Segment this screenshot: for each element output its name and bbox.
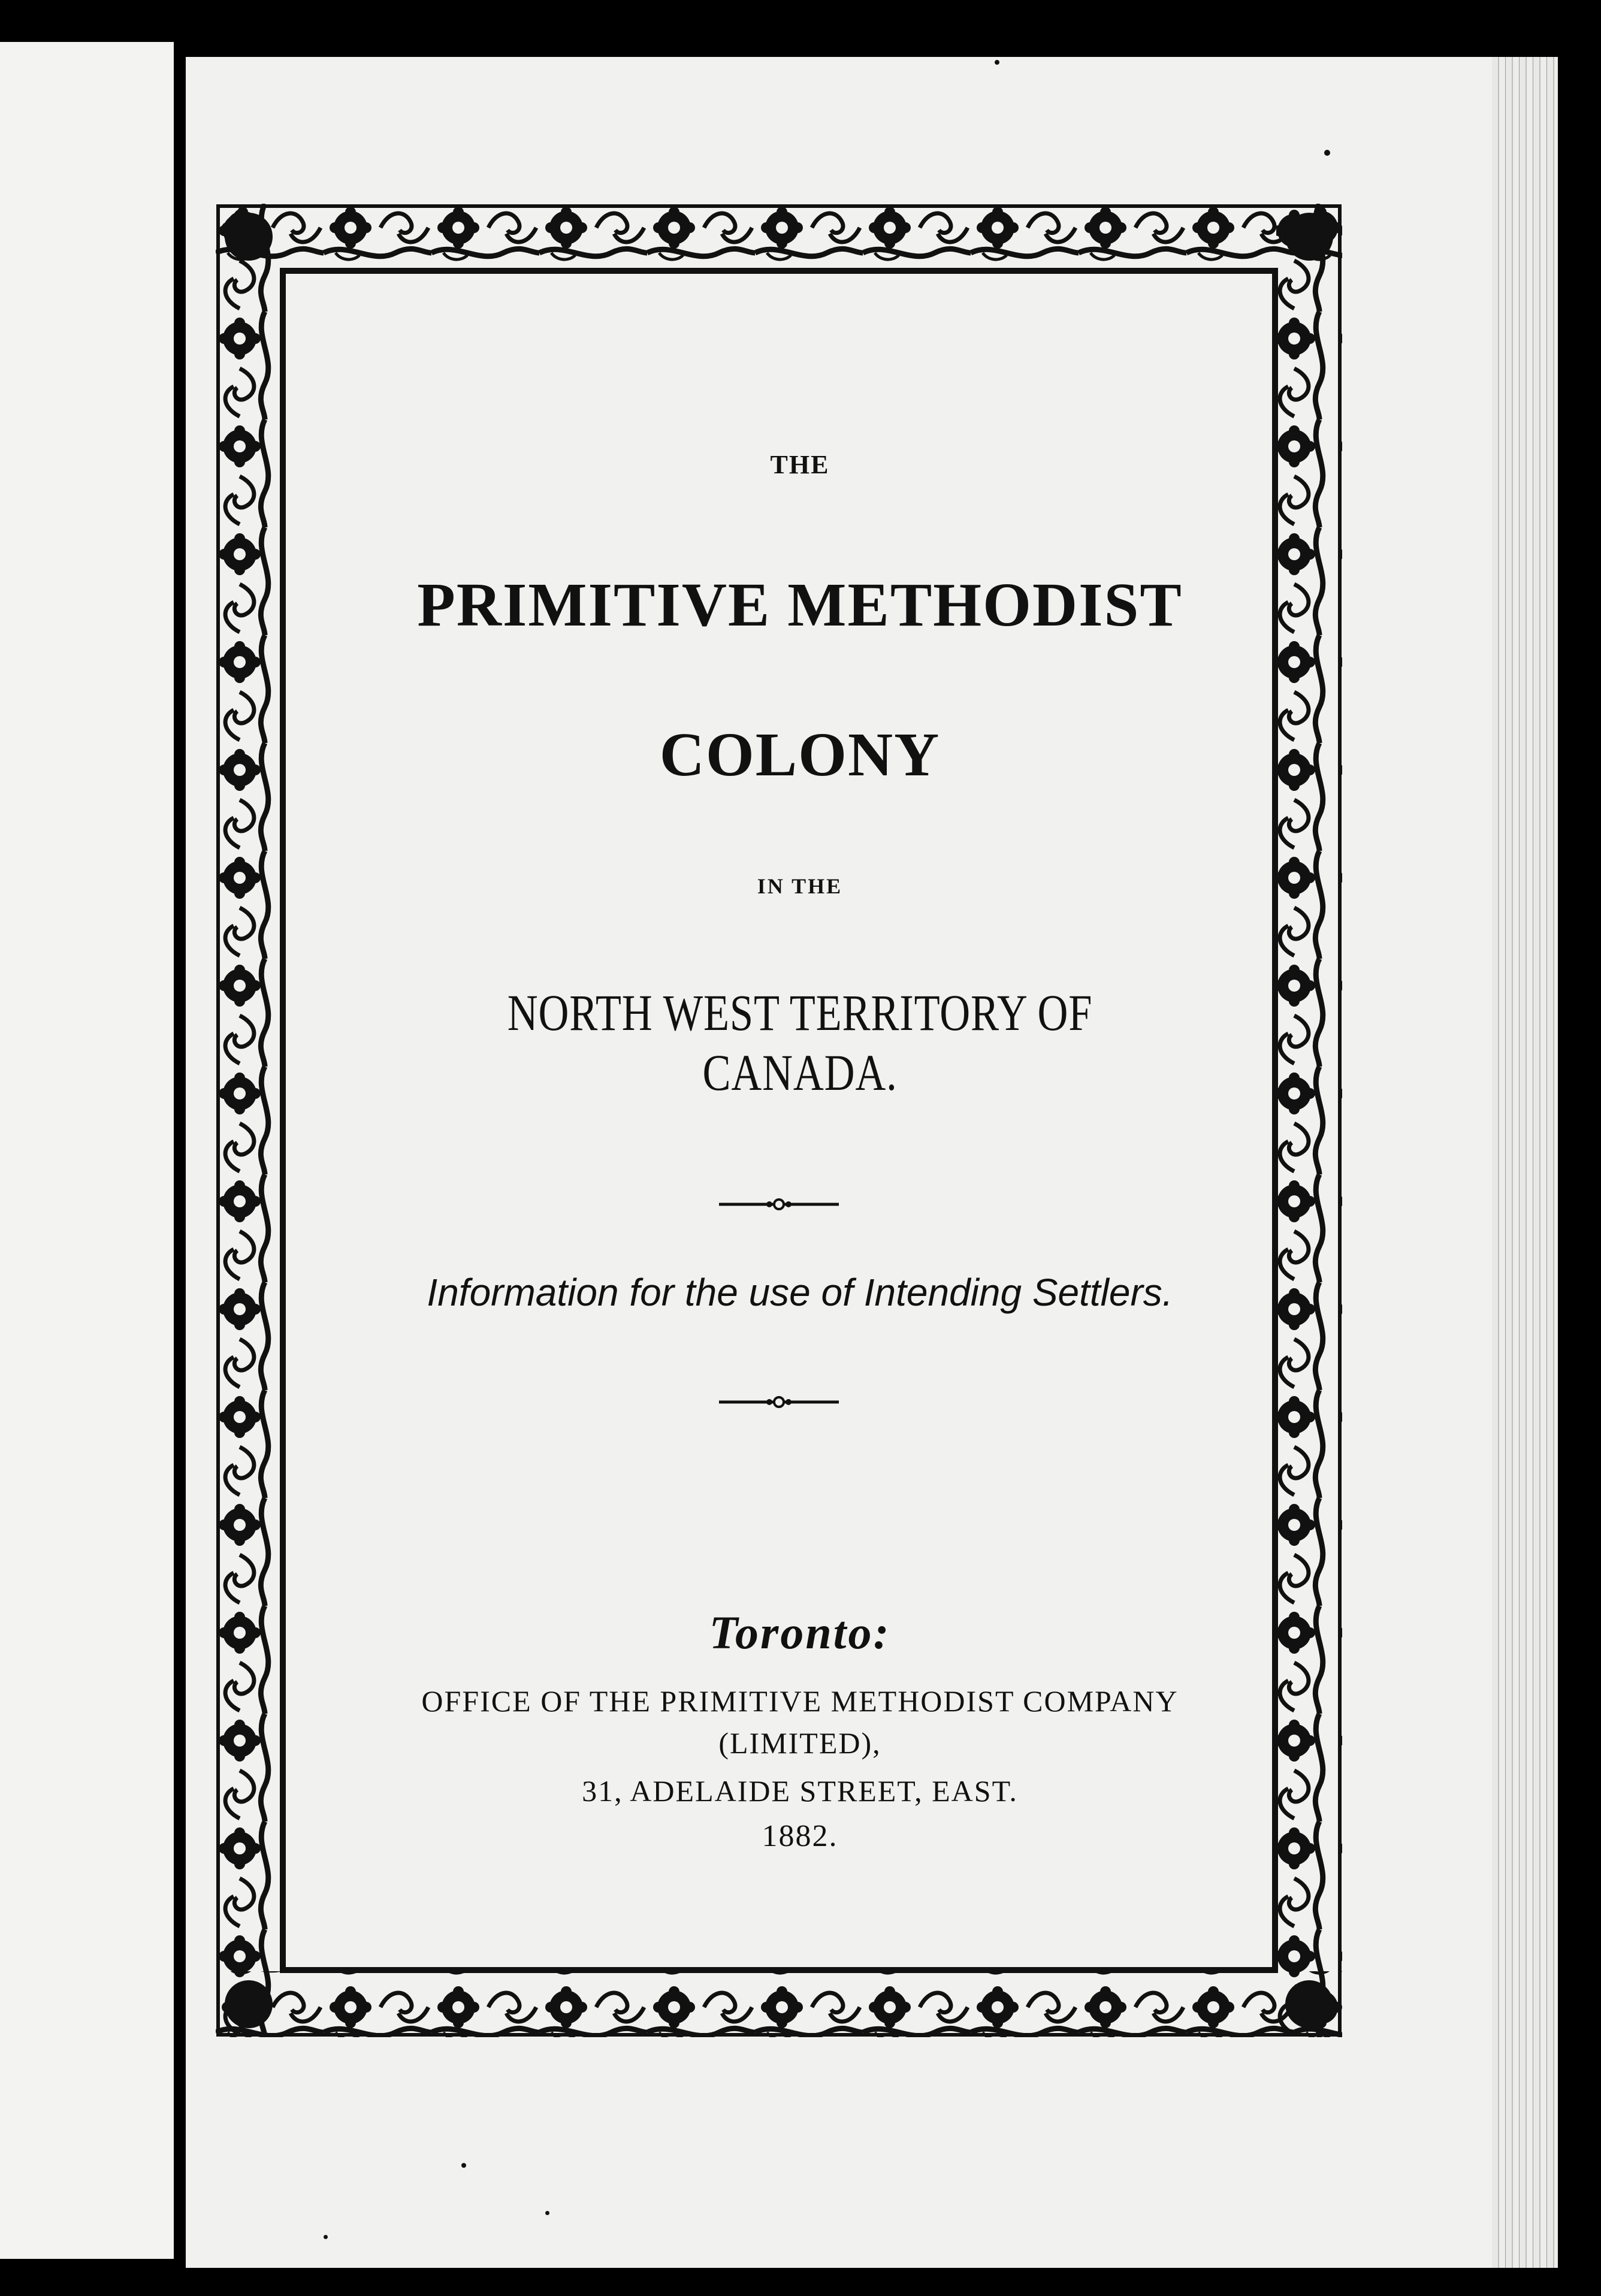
- imprint-city: Toronto:: [709, 1606, 891, 1658]
- imprint-publisher: OFFICE OF THE PRIMITIVE METHODIST COMPANY: [421, 1684, 1179, 1718]
- ornamental-rule: [719, 1195, 839, 1213]
- ink-speck: [461, 2163, 466, 2168]
- title-line-3: NORTH WEST TERRITORY OF CANADA.: [507, 984, 1093, 1101]
- title-line-1: PRIMITIVE METHODIST: [417, 570, 1183, 639]
- title-connector: IN THE: [757, 874, 843, 898]
- ink-speck: [324, 2235, 328, 2239]
- gutter-shadow: [174, 0, 186, 2296]
- ink-speck: [1324, 150, 1330, 156]
- imprint-address: 31, ADELAIDE STREET, EAST.: [582, 1774, 1018, 1808]
- ornamental-rule: [719, 1393, 839, 1411]
- scan-border: [1558, 0, 1601, 2296]
- title-line-2: COLONY: [659, 720, 941, 789]
- facing-page-edge: [0, 42, 174, 2259]
- ink-speck: [995, 60, 999, 65]
- imprint-publisher-suffix: (LIMITED),: [718, 1726, 881, 1760]
- title-article: THE: [770, 450, 830, 479]
- subtitle: Information for the use of Intending Settlers.: [427, 1271, 1173, 1314]
- imprint-year: 1882.: [762, 1819, 838, 1853]
- ink-speck: [545, 2211, 549, 2215]
